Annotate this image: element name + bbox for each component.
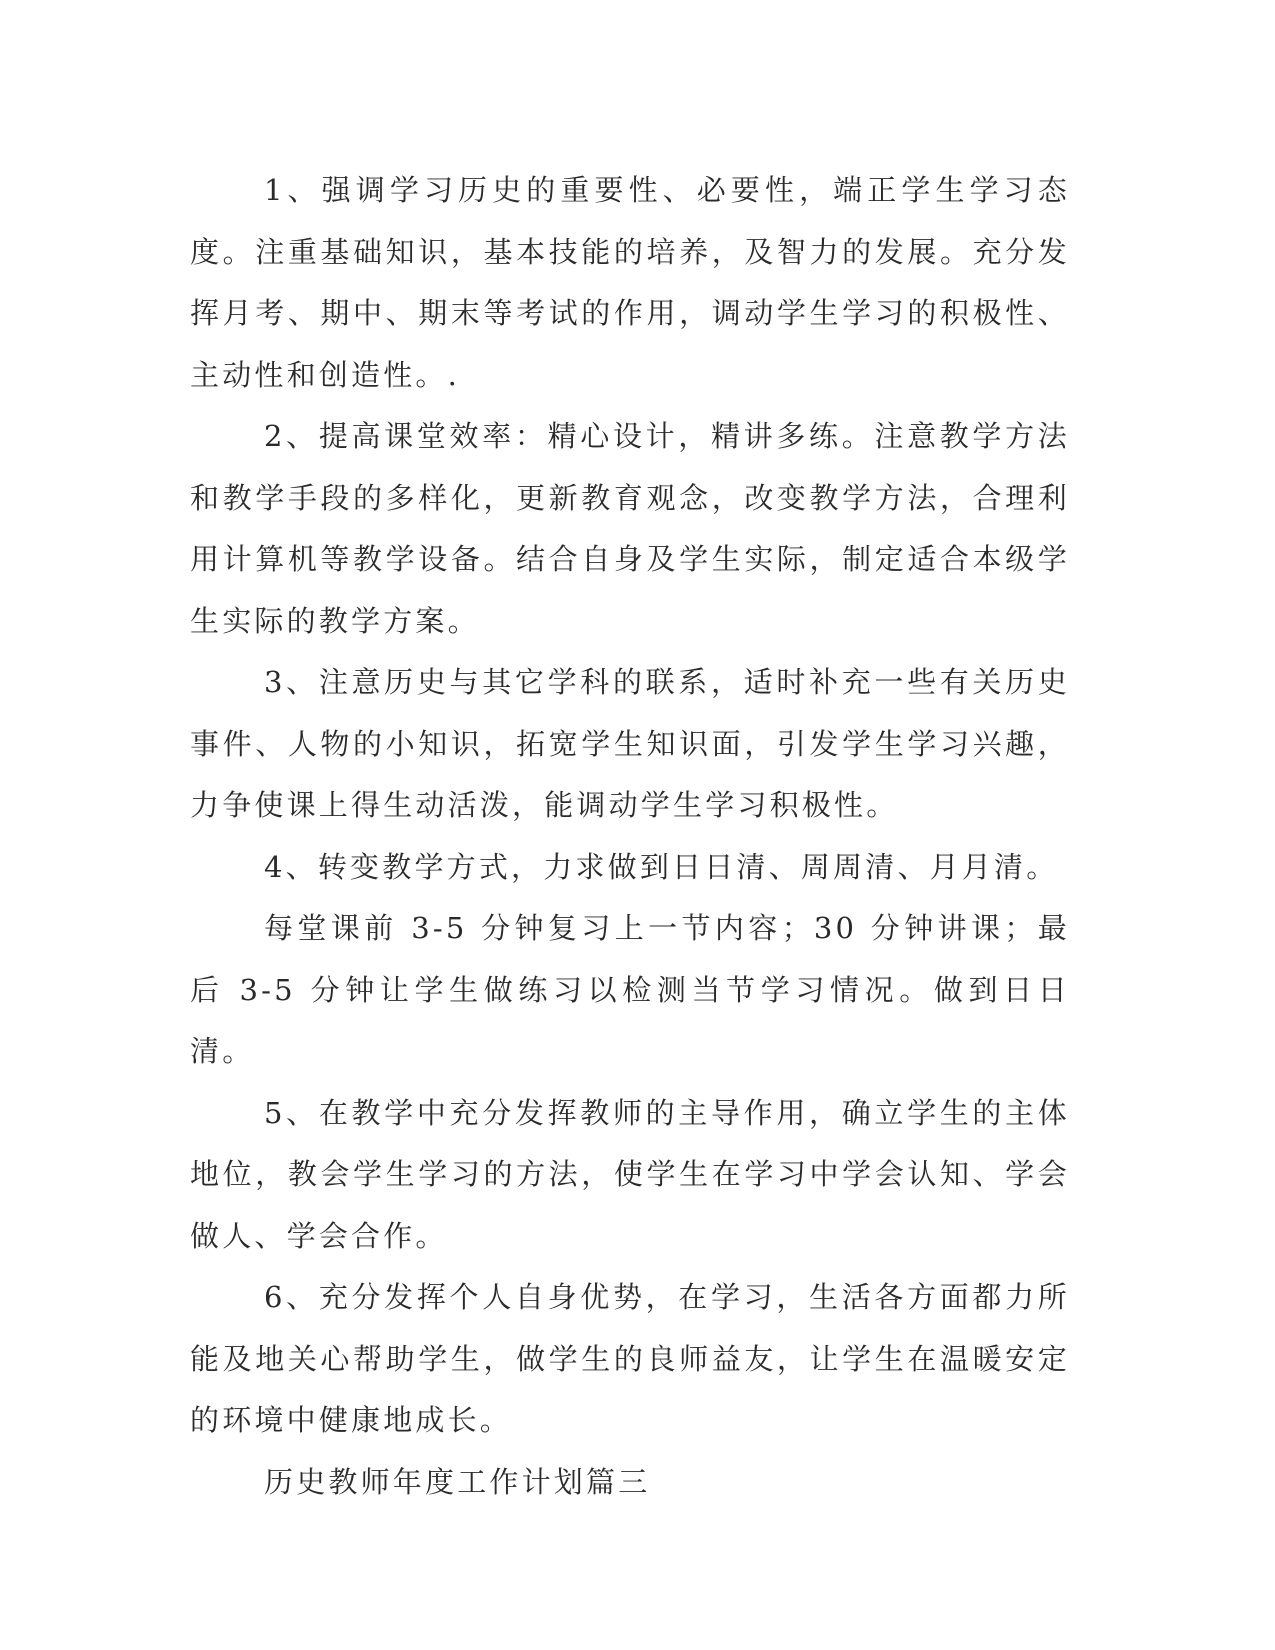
paragraph-5: 每堂课前 3-5 分钟复习上一节内容；30 分钟讲课；最后 3-5 分钟让学生做练习以检测当节学习情况。做到日日清。 [190,911,1070,1068]
section-heading: 历史教师年度工作计划篇三 [264,1464,651,1499]
paragraph-3: 3、注意历史与其它学科的联系，适时补充一些有关历史事件、人物的小知识，拓宽学生知识面，引发学生学习兴趣，力争使课上得生动活泼，能调动学生学习积极性。 [190,665,1070,822]
paragraph-2: 2、提高课堂效率：精心设计，精讲多练。注意教学方法和教学手段的多样化，更新教育观念，改变教学方法，合理利用计算机等教学设备。结合自身及学生实际，制定适合本级学生实际的教学方案。 [190,419,1070,638]
paragraph-4: 4、转变教学方式，力求做到日日清、周周清、月月清。 [264,849,1059,884]
paragraph-6: 5、在教学中充分发挥教师的主导作用，确立学生的主体地位，教会学生学习的方法，使学生在学习中学会认知、学会做人、学会合作。 [190,1095,1070,1253]
paragraph-1: 1、强调学习历史的重要性、必要性，端正学生学习态度。注重基础知识，基本技能的培养，及智力的发展。充分发挥月考、期中、期末等考试的作用，调动学生学习的积极性、主动性和创造性。. [190,173,1070,392]
document-body [190,160,1070,1513]
paragraph-7: 6、充分发挥个人自身优势，在学习，生活各方面都力所能及地关心帮助学生，做学生的良师益友，让学生在温暖安定的环境中健康地成长。 [190,1280,1070,1437]
